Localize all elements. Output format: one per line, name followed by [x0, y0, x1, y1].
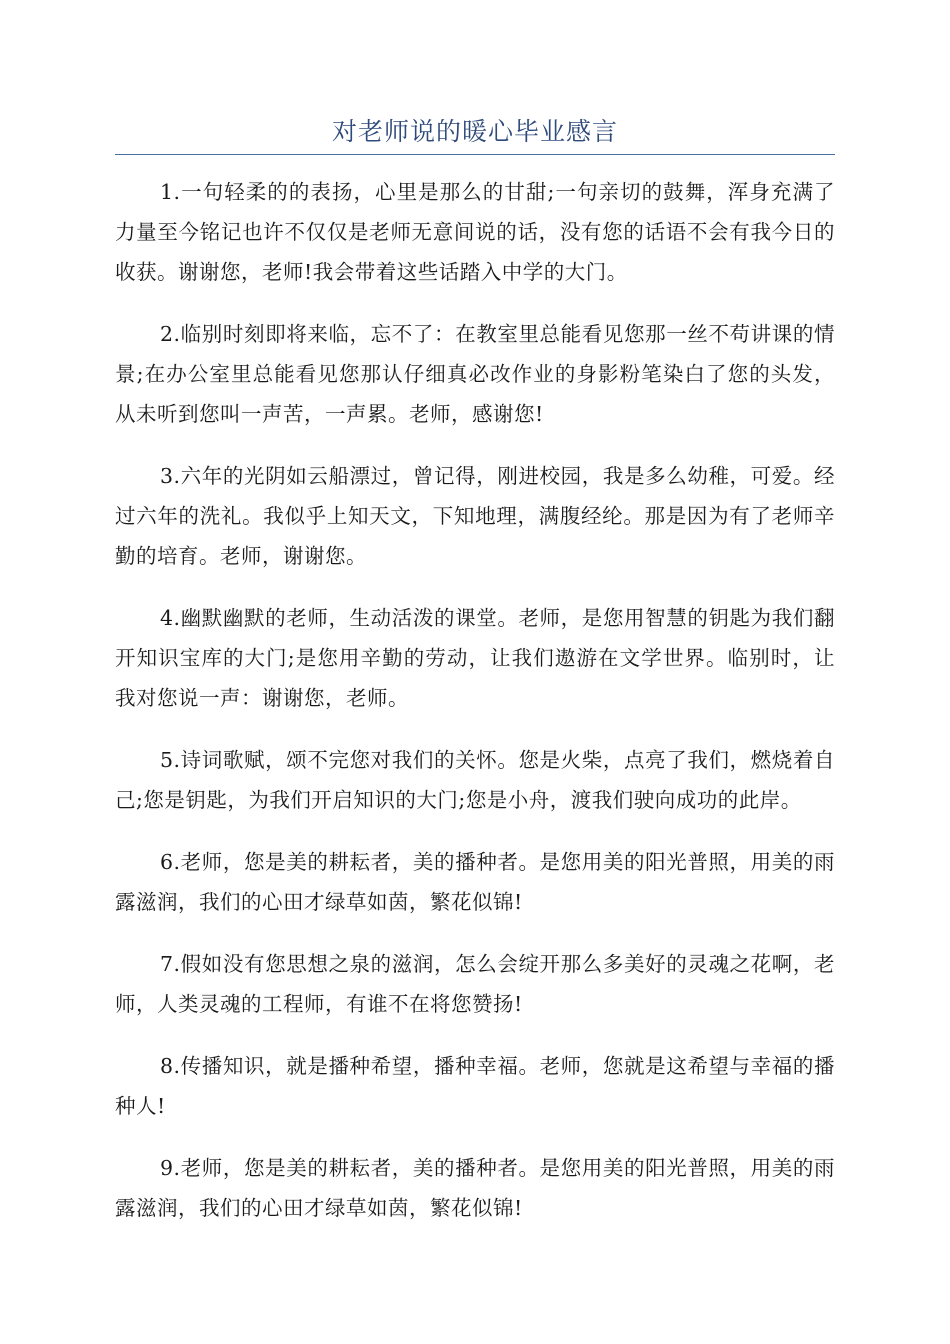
document-title: 对老师说的暖心毕业感言 [331, 117, 618, 146]
paragraph-3: 3.六年的光阴如云船漂过，曾记得，刚进校园，我是多么幼稚，可爱。经过六年的洗礼。我似乎上知天文，下知地理，满腹经纶。那是因为有了老师辛勤的培育。老师，谢谢您。 [115, 464, 835, 568]
paragraph-5: 5.诗词歌赋，颂不完您对我们的关怀。您是火柴，点亮了我们，燃烧着自己;您是钥匙，为我们开启知识的大门;您是小舟，渡我们驶向成功的此岸。 [115, 748, 835, 812]
paragraph-1: 1.一句轻柔的的表扬，心里是那么的甘甜;一句亲切的鼓舞，浑身充满了力量至今铭记也许不仅仅是老师无意间说的话，没有您的话语不会有我今日的收获。谢谢您，老师!我会带着这些话踏入中学的大门。 [115, 180, 835, 284]
paragraph-2: 2.临别时刻即将来临，忘不了：在教室里总能看见您那一丝不苟讲课的情景;在办公室里总能看见您那认仔细真必改作业的身影粉笔染白了您的头发，从未听到您叫一声苦，一声累。老师，感谢您! [115, 322, 835, 426]
paragraph-7: 7.假如没有您思想之泉的滋润，怎么会绽开那么多美好的灵魂之花啊，老师，人类灵魂的工程师，有谁不在将您赞扬! [115, 952, 835, 1016]
paragraph-8: 8.传播知识，就是播种希望，播种幸福。老师，您就是这希望与幸福的播种人! [115, 1054, 835, 1118]
title-underline [115, 154, 835, 155]
document-body [115, 172, 835, 1250]
paragraph-4: 4.幽默幽默的老师，生动活泼的课堂。老师，是您用智慧的钥匙为我们翻开知识宝库的大门;是您用辛勤的劳动，让我们遨游在文学世界。临别时，让我对您说一声：谢谢您，老师。 [115, 606, 835, 710]
paragraph-6: 6.老师，您是美的耕耘者，美的播种者。是您用美的阳光普照，用美的雨露滋润，我们的心田才绿草如茵，繁花似锦! [115, 850, 835, 914]
paragraph-9: 9.老师，您是美的耕耘者，美的播种者。是您用美的阳光普照，用美的雨露滋润，我们的心田才绿草如茵，繁花似锦! [115, 1156, 835, 1220]
